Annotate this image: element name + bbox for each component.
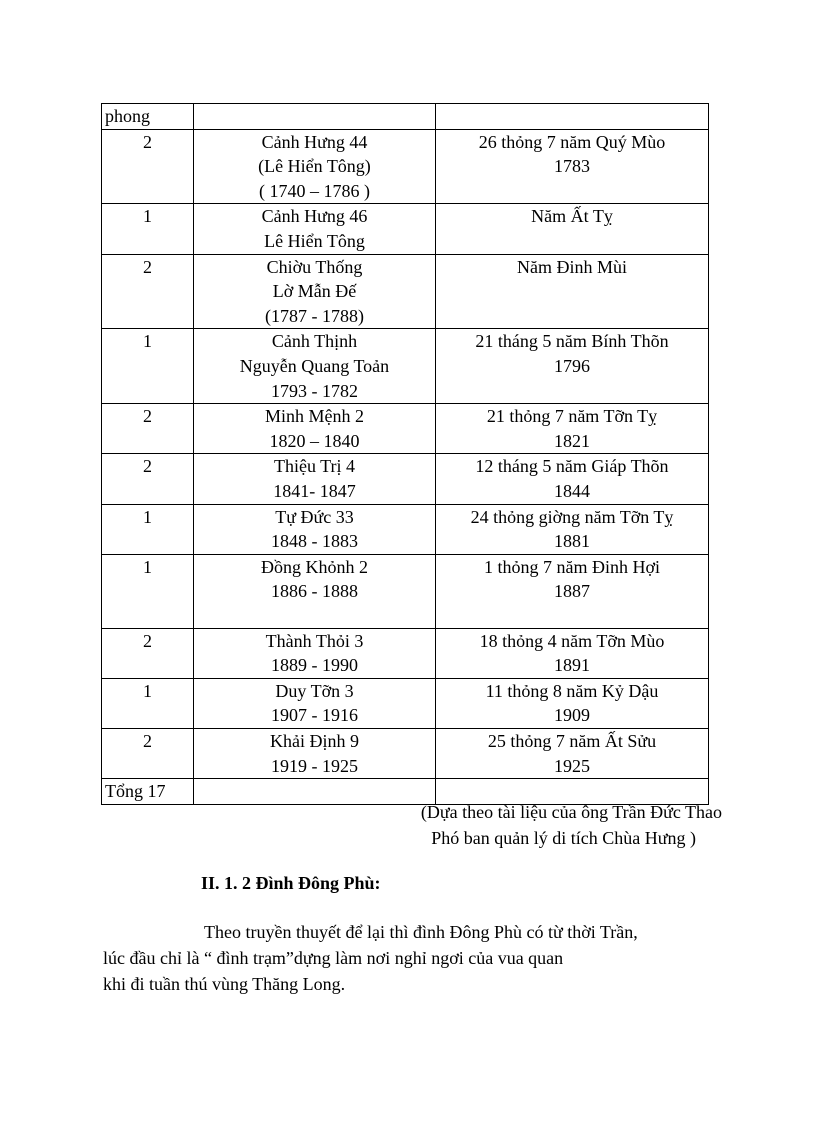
reign-cell: [194, 404, 436, 454]
reign-line: 1820 – 1840: [269, 430, 360, 451]
reign-line: 1841- 1847: [273, 480, 356, 501]
reign-cell: [194, 554, 436, 628]
count-text: 2: [143, 456, 152, 477]
source-note: [420, 799, 722, 851]
reign-line: 1907 - 1916: [271, 705, 358, 726]
date-line: 21 thỏng 7 năm Tỡn Tỵ: [486, 406, 658, 427]
date-line: 11 thỏng 8 năm Kỷ Dậu: [485, 680, 659, 701]
date-cell: [436, 129, 709, 204]
reign-line: Cảnh Thịnh: [271, 331, 358, 352]
count-cell: [102, 329, 194, 404]
reign-cell: [194, 129, 436, 204]
reign-cell: [194, 204, 436, 254]
reign-line: 1793 - 1782: [271, 380, 358, 401]
count-text: phong: [105, 106, 150, 126]
reign-line: (Lê Hiển Tông): [258, 156, 371, 177]
date-line: 25 thỏng 7 năm Ất Sửu: [487, 731, 657, 752]
reign-line: ( 1740 – 1786 ): [259, 180, 370, 201]
date-line: Năm Ất Tỵ: [531, 206, 613, 227]
count-cell: [102, 554, 194, 628]
count-cell: [102, 204, 194, 254]
table-row: [102, 554, 709, 628]
count-cell: [102, 678, 194, 728]
date-line: 12 tháng 5 năm Giáp Thõn: [475, 456, 669, 477]
date-line: 1 thỏng 7 năm Đinh Hợi: [483, 556, 660, 577]
section-heading: II. 1. 2 Đình Đông Phù:: [201, 873, 381, 893]
reign-cell: [194, 779, 436, 805]
reign-cell: [194, 104, 436, 130]
date-line: 18 thỏng 4 năm Tỡn Mùo: [479, 630, 665, 651]
date-cell: [436, 204, 709, 254]
count-cell: [102, 504, 194, 554]
table-row: [102, 254, 709, 329]
reign-cell: [194, 628, 436, 678]
reign-line: Cảnh Hưng 46: [261, 206, 368, 227]
date-cell: [436, 554, 709, 628]
reign-line: Lờ Mẫn Đế: [272, 281, 357, 302]
date-line: 1796: [554, 355, 590, 376]
date-cell: [436, 678, 709, 728]
reign-cell: [194, 678, 436, 728]
reign-table: [101, 103, 709, 805]
date-cell: [436, 504, 709, 554]
count-cell: [102, 404, 194, 454]
table-row: [102, 129, 709, 204]
reign-line: Duy Tỡn 3: [275, 680, 354, 701]
date-line: 26 thỏng 7 năm Quý Mùo: [478, 131, 666, 152]
reign-cell: [194, 454, 436, 504]
reign-line: 1848 - 1883: [271, 531, 358, 552]
date-cell: [436, 404, 709, 454]
reign-cell: [194, 254, 436, 329]
table-row: [102, 628, 709, 678]
count-cell: [102, 779, 194, 805]
date-cell: [436, 329, 709, 404]
count-text: 2: [143, 256, 152, 277]
date-line: 1891: [554, 655, 590, 676]
reign-line: 1886 - 1888: [271, 581, 358, 602]
date-cell: [436, 454, 709, 504]
reign-line: (1787 - 1788): [265, 305, 364, 326]
table-row: [102, 504, 709, 554]
date-line: 1821: [554, 430, 590, 451]
date-line: 1881: [554, 531, 590, 552]
table-row: [102, 729, 709, 779]
date-line: 24 thỏng giờng năm Tỡn Tỵ: [470, 506, 674, 527]
date-cell: [436, 104, 709, 130]
reign-line: Đồng Khỏnh 2: [261, 556, 368, 577]
reign-line: Khải Định 9: [270, 731, 359, 752]
reign-line: 1889 - 1990: [271, 655, 358, 676]
reign-cell: [194, 329, 436, 404]
reign-line: Thiệu Trị 4: [273, 456, 356, 477]
reign-cell: [194, 729, 436, 779]
source-note-line-1: (Dựa theo tài liệu của ông Trần Đức Thao: [420, 802, 722, 822]
count-text: 1: [143, 680, 152, 701]
count-text: 1: [143, 506, 152, 527]
paragraph-line: lúc đầu chỉ là “ đình trạm”dựng làm nơi nghỉ ngơi của vua quan: [103, 948, 564, 968]
date-line: 1844: [554, 480, 590, 501]
count-text: 1: [143, 556, 152, 577]
reign-line: Tự Đức 33: [275, 506, 354, 527]
date-line: 21 tháng 5 năm Bính Thõn: [475, 331, 669, 352]
paragraph-line: khi đi tuần thú vùng Thăng Long.: [103, 974, 346, 994]
date-line: 1909: [554, 705, 590, 726]
date-line: 1925: [554, 755, 590, 776]
table-row: [102, 678, 709, 728]
source-note-line-2: Phó ban quản lý di tích Chùa Hưng ): [431, 828, 696, 848]
date-line: 1887: [554, 581, 590, 602]
reign-line: Cảnh Hưng 44: [261, 131, 368, 152]
reign-line: Lê Hiển Tông: [264, 230, 365, 251]
count-cell: [102, 104, 194, 130]
reign-line: Chiờu Thống: [266, 256, 363, 277]
paragraph-line: Theo truyền thuyết để lại thì đình Đông Phù có từ thời Trần,: [204, 922, 638, 942]
date-cell: [436, 729, 709, 779]
table-row: [102, 104, 709, 130]
table-row: [102, 404, 709, 454]
count-cell: [102, 254, 194, 329]
reign-line: 1919 - 1925: [271, 755, 358, 776]
date-cell: [436, 628, 709, 678]
table-row: [102, 329, 709, 404]
count-cell: [102, 628, 194, 678]
count-text: 2: [143, 406, 152, 427]
reign-line: Thành Thỏi 3: [265, 630, 364, 651]
count-cell: [102, 729, 194, 779]
count-text: 2: [143, 731, 152, 752]
reign-line: Nguyễn Quang Toản: [239, 355, 390, 376]
date-cell: [436, 254, 709, 329]
reign-table-body: [102, 104, 709, 805]
count-text: 1: [143, 331, 152, 352]
date-line: 1783: [554, 156, 590, 177]
date-line: Năm Đinh Mùi: [517, 256, 627, 277]
count-cell: [102, 129, 194, 204]
count-text: 2: [143, 131, 152, 152]
reign-cell: [194, 504, 436, 554]
count-text: Tổng 17: [105, 781, 166, 802]
count-text: 1: [143, 206, 152, 227]
section-paragraph: [103, 919, 703, 997]
table-row: [102, 204, 709, 254]
reign-line: Minh Mệnh 2: [265, 406, 364, 427]
count-text: 2: [143, 630, 152, 651]
table-row: [102, 454, 709, 504]
count-cell: [102, 454, 194, 504]
